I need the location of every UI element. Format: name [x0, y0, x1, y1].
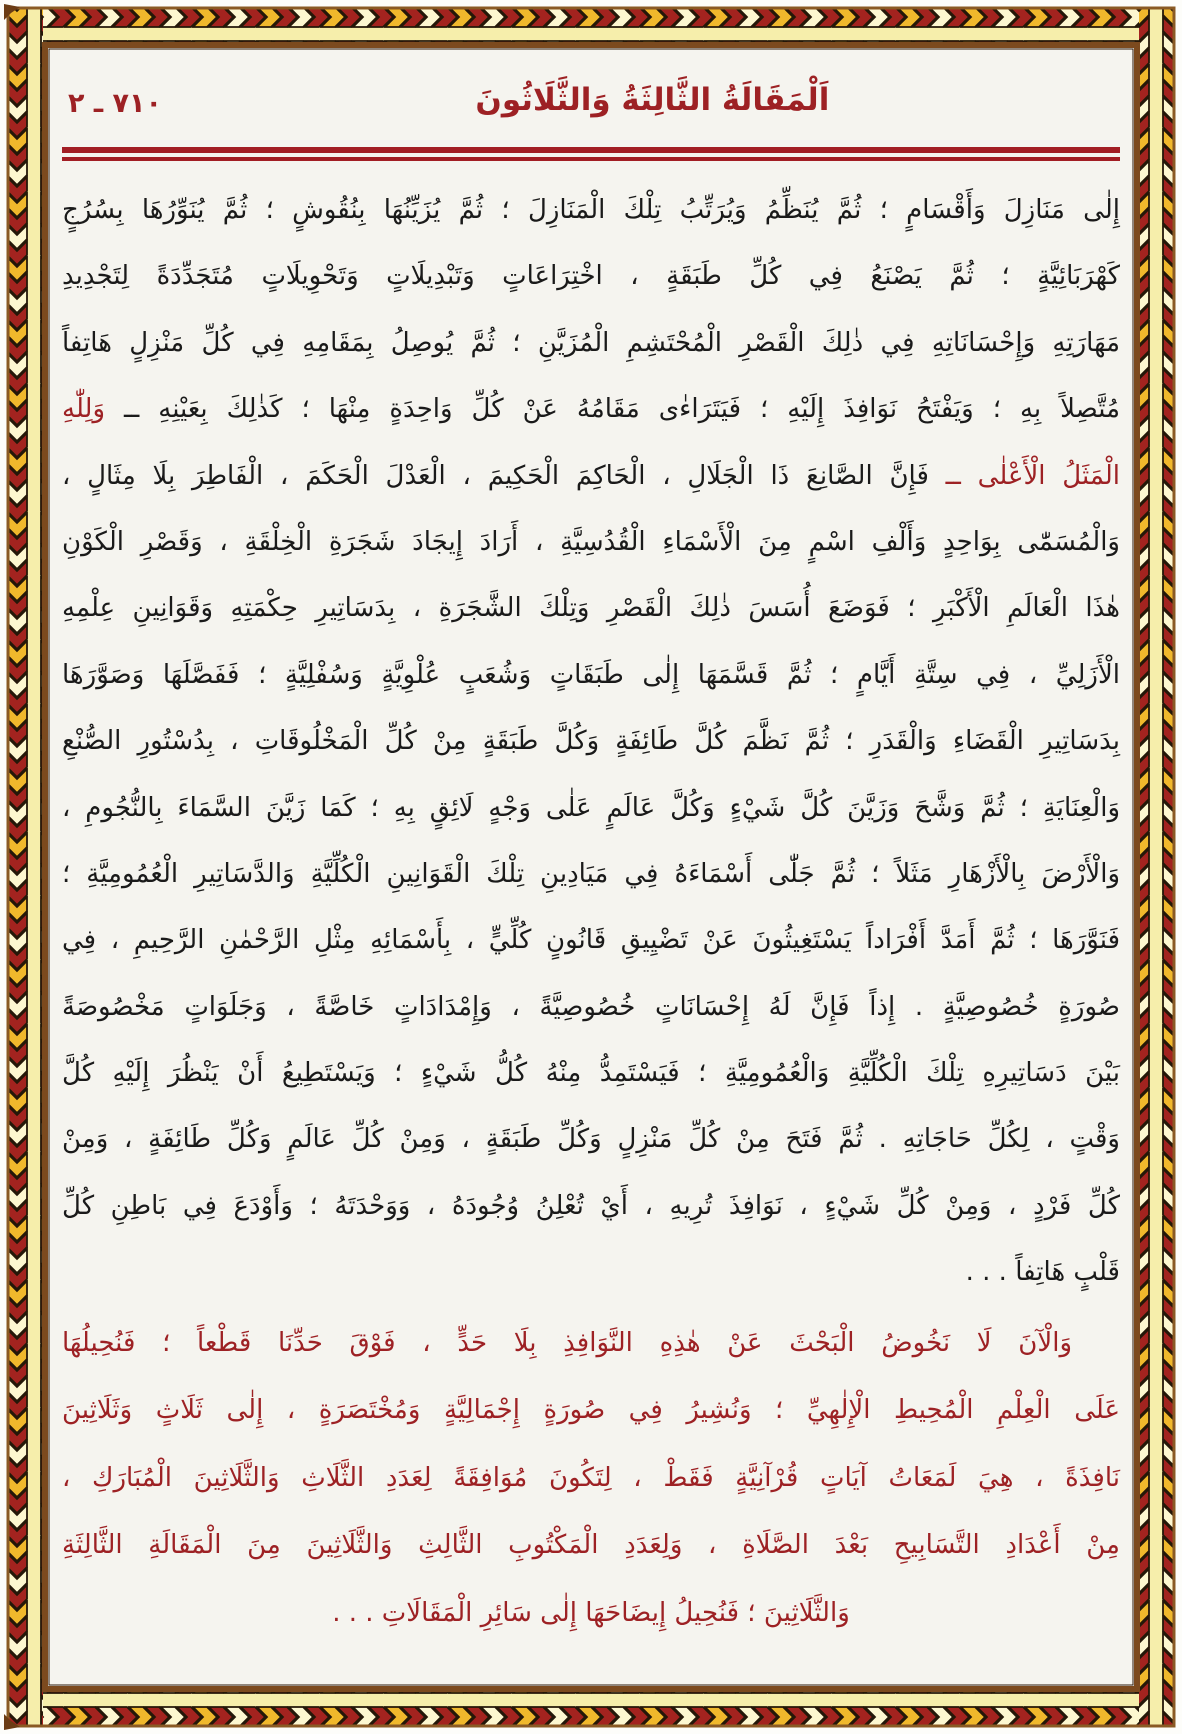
header-rule-thick [62, 147, 1120, 153]
body-text-segment: كَهْرَبَائِيَّةٍ ؛ ثُمَّ يَصْنَعُ فِي كُلِّ طَبَقَةٍ ، اخْتِرَاعَاتٍ وَتَبْدِيلَاتٍ وَتَحْوِيلَاتٍ مُتَجَدِّدَةً لِتَجْدِيدِ [62, 261, 1120, 292]
text-line [62, 1239, 1120, 1305]
text-line [62, 1512, 1120, 1580]
body-text-segment: وَالْعِنَايَةِ ؛ ثُمَّ وَشَّحَ وَزَيَّنَ كُلَّ شَيْءٍ وَكُلَّ عَالَمٍ عَلٰى وَجْهٍ لَائِقٍ بِهِ ؛ كَمَا زَيَّنَ السَّمَاءَ بِالنُّجُومِ ، [62, 792, 1120, 823]
text-line [62, 509, 1120, 575]
paragraph-windows-note [62, 1310, 1120, 1648]
body-text-segment: كُلِّ فَرْدٍ ، وَمِنْ كُلِّ شَيْءٍ ، نَوَافِذَ تُرِيهِ ، أَيْ تُعْلِنُ وُجُودَهُ ، وَوَحْدَتَهُ ؛ وَأَوْدَعَ فِي بَاطِنِ كُلِّ [62, 1190, 1120, 1221]
header-rule [62, 147, 1120, 161]
text-line [62, 376, 1120, 442]
body-text-segment: فَإِنَّ الصَّانِعَ ذَا الْجَلَالِ ، الْحَاكِمَ الْحَكِيمَ ، الْعَدْلَ الْحَكَمَ ، الْفَاطِرَ بِلَا مِثَالٍ ، [62, 460, 946, 491]
text-line [62, 1580, 1120, 1648]
text-line [62, 907, 1120, 973]
page-content [62, 0, 1120, 1734]
body-text-segment: صُورَةٍ خُصُوصِيَّةٍ . إِذاً فَإِنَّ لَهُ إِحْسَانَاتٍ خُصُوصِيَّةً ، وَإِمْدَادَاتٍ خَاصَّةً ، وَجَلَوَاتٍ مَخْصُوصَةً [62, 991, 1120, 1022]
highlighted-text: وَلِلّٰهِ [62, 394, 106, 425]
text-line [62, 310, 1120, 376]
body-text-segment: وَالْأَرْضَ بِالْأَزْهَارِ مَثَلاً ؛ ثُمَّ جَلّٰى أَسْمَاءَهُ فِي مَيَادِينِ تِلْكَ الْقَوَانِينِ الْكُلِّيَّةِ وَالدَّسَاتِيرِ الْعُمُومِيَّةِ ؛ [62, 858, 1120, 889]
body-text-segment: وَقْتٍ ، لِكُلِّ حَاجَاتِهِ . ثُمَّ فَتَحَ مِنْ كُلِّ مَنْزِلٍ وَكُلِّ طَبَقَةٍ ، وَمِنْ كُلِّ عَالَمٍ وَكُلِّ طَائِفَةٍ ، وَمِنْ [62, 1124, 1120, 1155]
body-text-segment: إِلٰى مَنَازِلَ وَأَقْسَامٍ ؛ ثُمَّ يُنَظِّمُ وَيُرَتِّبُ تِلْكَ الْمَنَازِلَ ؛ ثُمَّ يُزَيِّنُهَا بِنُقُوشٍ ؛ ثُمَّ يُنَوِّرُهَا بِسُرُجٍ [62, 195, 1120, 225]
body-text-segment: مُتَّصِلاً بِهِ ؛ وَيَفْتَحُ نَوَافِذَ إِلَيْهِ ؛ فَيَتَرَاءٰى مَقَامُهُ عَنْ كُلِّ وَاحِدَةٍ مِنْهَا ؛ كَذٰلِكَ بِعَيْنِهِ ــ [105, 394, 1120, 425]
text-line [62, 1040, 1120, 1106]
body-text [62, 177, 1120, 1647]
text-line [62, 974, 1120, 1040]
text-line [62, 775, 1120, 841]
highlighted-text: وَالثَّلَاثِينَ ؛ فَنُحِيلُ إِيضَاحَهَا إِلٰى سَائِرِ الْمَقَالَاتِ . . . [332, 1597, 850, 1628]
highlighted-text: مِنْ أَعْدَادِ التَّسَابِيحِ بَعْدَ الصَّلَاةِ ، وَلِعَدَدِ الْمَكْتُوبِ الثَّالِثِ وَالثَّلَاثِينَ مِنَ الْمَقَالَةِ الثَّالِثَةِ [62, 1530, 1120, 1561]
body-text-segment: هٰذَا الْعَالَمِ الْأَكْبَرِ ؛ فَوَضَعَ أُسَسَ ذٰلِكَ الْقَصْرِ وَتِلْكَ الشَّجَرَةِ ، بِدَسَاتِيرِ حِكْمَتِهِ وَقَوَانِينِ عِلْمِهِ [62, 593, 1120, 624]
text-line [62, 1310, 1120, 1378]
body-text-segment: فَنَوَّرَهَا ؛ ثُمَّ أَمَدَّ أَفْرَاداً يَسْتَغِيثُونَ عَنْ تَضْيِيقِ قَانُونٍ كُلِّيٍّ ، بِأَسْمَائِهِ مِثْلِ الرَّحْمٰنِ الرَّحِيمِ ، فِي [62, 925, 1120, 956]
text-line [62, 243, 1120, 309]
text-line [62, 1445, 1120, 1513]
body-text-segment: بَيْنَ دَسَاتِيرِهِ تِلْكَ الْكُلِّيَّةِ وَالْعُمُومِيَّةِ ؛ فَيَسْتَمِدُّ مِنْهُ كُلُّ شَيْءٍ ؛ وَيَسْتَطِيعُ أَنْ يَنْظُرَ إِلَيْهِ كُلَّ [62, 1058, 1120, 1089]
body-text-segment: وَالْمُسَمّٰى بِوَاحِدٍ وَأَلْفِ اسْمٍ مِنَ الْأَسْمَاءِ الْقُدُسِيَّةِ ، أَرَادَ إِيجَادَ شَجَرَةِ الْخِلْقَةِ ، وَقَصْرِ الْكَوْنِ [62, 526, 1120, 557]
body-text-segment: بِدَسَاتِيرِ الْقَضَاءِ وَالْقَدَرِ ؛ ثُمَّ نَظَّمَ كُلَّ طَائِفَةٍ وَكُلَّ طَبَقَةٍ مِنْ كُلِّ الْمَخْلُوقَاتِ ، بِدُسْتُورِ الصُّنْعِ [62, 726, 1120, 757]
text-line [62, 708, 1120, 774]
text-line [62, 1106, 1120, 1172]
paragraph-continuation [62, 177, 1120, 1306]
body-text-segment: مَهَارَتِهِ وَإِحْسَانَاتِهِ فِي ذٰلِكَ الْقَصْرِ الْمُحْتَشِمِ الْمُزَيَّنِ ؛ ثُمَّ يُوصِلُ بِمَقَامِهِ فِي كُلِّ مَنْزِلٍ هَاتِفاً [62, 327, 1120, 358]
text-line [62, 1377, 1120, 1445]
highlighted-text: نَافِذَةً ، هِيَ لَمَعَاتُ آيَاتٍ قُرْآنِيَّةٍ فَقَطْ ، لِتَكُونَ مُوَافِقَةً لِعَدَدِ الثَّلَاثِ وَالثَّلَاثِينَ الْمُبَارَكِ ، [62, 1462, 1120, 1493]
text-line [62, 443, 1120, 509]
body-text-segment: الْأَزَلِيِّ ، فِي سِتَّةِ أَيَّامٍ ؛ ثُمَّ قَسَّمَهَا إِلٰى طَبَقَاتٍ وَشُعَبٍ عُلْوِيَّةٍ وَسُفْلِيَّةٍ ؛ فَفَصَّلَهَا وَصَوَّرَهَا [62, 659, 1120, 690]
text-line [62, 1173, 1120, 1239]
highlighted-text: عَلَى الْعِلْمِ الْمُحِيطِ الْإِلٰهِيِّ ؛ وَنُشِيرُ فِي صُورَةٍ إِجْمَالِيَّةٍ وَمُخْتَصَرَةٍ ، إِلٰى ثَلَاثٍ وَثَلَاثِينَ [62, 1395, 1120, 1426]
text-line [62, 177, 1120, 243]
highlighted-text: الْمَثَلُ الْأَعْلٰى ــ [945, 460, 1120, 491]
body-text-segment: قَلْبٍ هَاتِفاً . . . [965, 1257, 1120, 1288]
text-line [62, 642, 1120, 708]
header-rule-thin [62, 157, 1120, 161]
page-title: اَلْمَقَالَةُ الثَّالِثَةُ وَالثَّلَاثُونَ [475, 82, 830, 118]
text-line [62, 841, 1120, 907]
page-number: ٧١٠ ـ ٢ [68, 88, 162, 119]
text-line [62, 575, 1120, 641]
highlighted-text: وَالْآنَ لَا نَخُوضُ الْبَحْثَ عَنْ هٰذِهِ النَّوَافِذِ بِلَا حَدٍّ ، فَوْقَ حَدِّنَا قَطْعاً ؛ فَنُحِيلُهَا [62, 1327, 1072, 1358]
